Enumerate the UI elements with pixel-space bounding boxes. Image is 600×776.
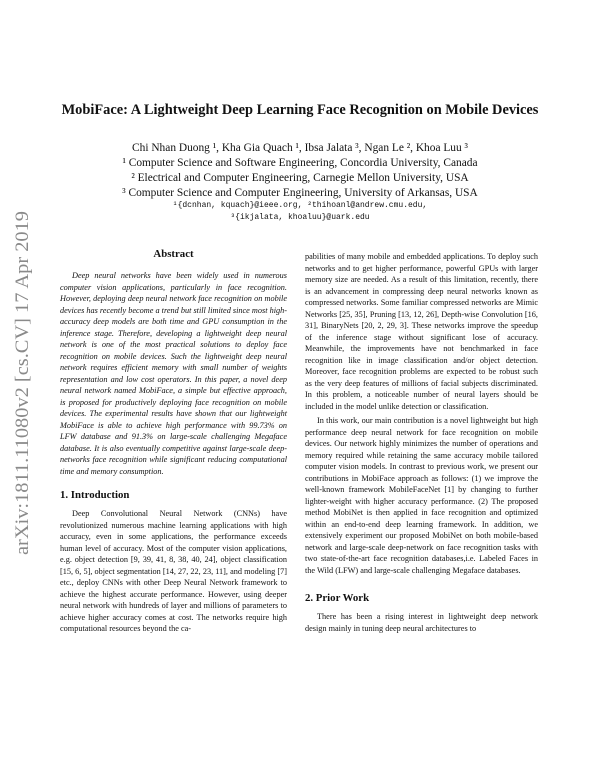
affiliation-2: ² Electrical and Computer Engineering, Carnegie Mellon University, USA: [131, 172, 469, 184]
affiliation-3: ³ Computer Science and Computer Engineering, University of Arkansas, USA: [122, 187, 478, 199]
author-list: Chi Nhan Duong ¹, Kha Gia Quach ¹, Ibsa Jalata ³, Ngan Le ², Khoa Luu ³: [132, 142, 468, 154]
abstract-text: Deep neural networks have been widely used in numerous computer vision applications, particularly in face recognition. However, deploying deep neural network face recognition on mobile devices has recently become a trend but still limited since most high-accuracy deep models are both time and GPU consumption in the inference stage. Therefore, developing a lightweight deep neural network is one of the most practical solutions to deploy face recognition on mobile devices. Such the lightweight deep neural network requires efficient memory with small number of weights representation and low cost operators. In this paper, a novel deep neural network named MobiFace, a simple but effective approach, is proposed for productively deploying face recognition on mobile devices. The experimental results have shown that our lightweight MobiFace is able to achieve high performance with 99.73% on LFW database and 91.3% on large-scale challenging Megaface database. It is also eventually competitive against large-scale deep-networks face recognition while significant reducing computational time and memory consumption.: [60, 271, 287, 476]
prior-work-text: There has been a rising interest in lightweight deep network design mainly in tuning deep neural architectures to: [305, 612, 538, 633]
right-paragraph-1: pabilities of many mobile and embedded applications. To deploy such networks and to get higher performance, powerful GPUs with larger memory size are needed. As a result of this limitation, recently, there is an advancement in compressing deep neural networks known as compressed networks. Some familiar compressed networks are Mimic Networks [25, 35], Pruning [13, 12, 26], Depth-wise Convolution [16, 31], BinaryNets [20, 2, 29, 3]. These networks improve the speedup of the inference stage without significant lose of accuracy. Meanwhile, the improvements have not benchmarked in face recognition like in image classification and/or object detection. Moreover, face recognition problems are expected to be robust such as the very deep features of millions of facial subjects discriminated. In this problem, a noticeable number of neural layers should be included in the model unlike detection or classification.: [305, 252, 538, 411]
email-line-2: ³{ikjalata, khoaluu}@uark.edu: [230, 213, 370, 222]
right-paragraph-2: In this work, our main contribution is a novel lightweight but high performance deep neural network for face recognition on mobile devices. Our network highly minimizes the number of operations and memory required while retaining the same accuracy mobile tailored computer vision models. In contrast to previous work, we present our contributions in MobiFace approach as follows: (1) we improve the well-known framework MobileFaceNet [1] by changing to further lighter-weight with higher accuracy performance. (2) The proposed method MobiNet is then applied in face recognition and optimized within an end-to-end deep learning framework. In addition, we extensively experiment our proposed MobiNet on both mobile-based network and large-scale deep-network on face recognition tasks with two state-of-the-art face recognition databases,i.e. Labeled Faces in the Wild (LFW) and large-scale challenging Megaface databases.: [305, 416, 538, 575]
arxiv-stamp: [9, 207, 35, 557]
abstract-heading: Abstract: [153, 248, 194, 260]
email-line-1: ¹{dcnhan, kquach}@ieee.org, ²thihoanl@andrew.cmu.edu,: [172, 201, 428, 210]
left-column: [60, 248, 287, 635]
introduction-text: Deep Convolutional Neural Network (CNNs) have revolutionized numerous machine learning applications with high accuracy, even in some applications, the performance exceeds human level of accuracy. Most of the computer vision applications, e.g. object detection [9, 39, 41, 8, 38, 40, 24], object classification [15, 6, 5], object segmentation [14, 27, 22, 23, 11], and modeling [7] etc., deploy CNNs with other Deep Neural Network framework to achieve the highest accurate performance. However, using deeper neural network with hundreds of layer and millions of parameters to achieve higher accuracy comes at cost. The networks require high computational resources beyond the ca-: [60, 509, 287, 633]
email-block: [40, 200, 560, 224]
right-column: [305, 251, 538, 634]
paper-title: MobiFace: A Lightweight Deep Learning Face Recognition on Mobile Devices: [61, 102, 539, 118]
author-block: [40, 141, 560, 201]
arxiv-stamp-text: arXiv:1811.11080v2 [cs.CV] 17 Apr 2019: [13, 242, 33, 555]
prior-work-heading: 2. Prior Work: [305, 592, 370, 604]
affiliation-1: ¹ Computer Science and Software Engineering, Concordia University, Canada: [122, 157, 478, 169]
introduction-heading: 1. Introduction: [60, 489, 130, 501]
